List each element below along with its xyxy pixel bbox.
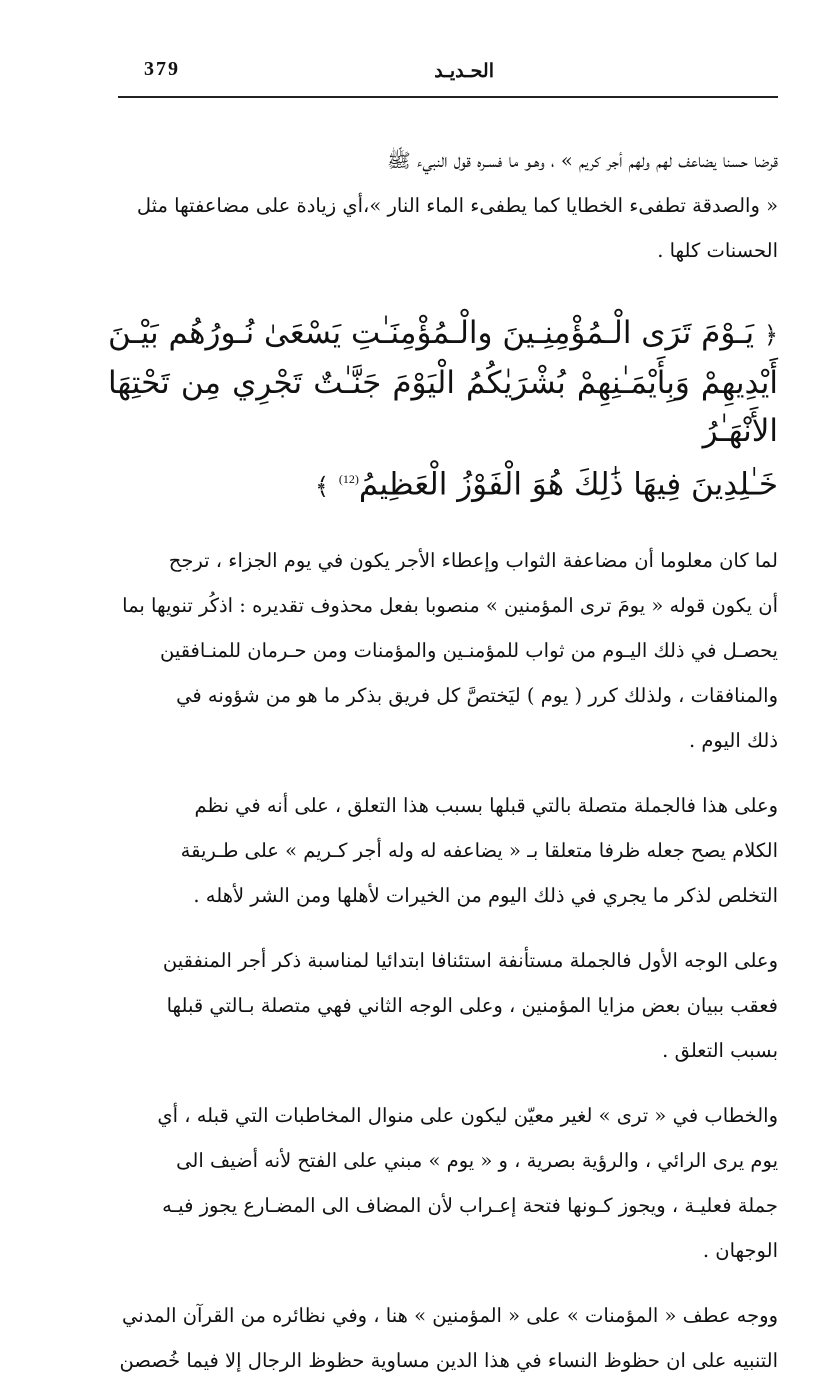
paragraph <box>108 1293 778 1383</box>
text-line: والخطاب في « ترى » لغير معيّن ليكون على منوال المخاطبات التي قبله ، أي <box>157 1104 778 1128</box>
text-line: لما كان معلوما أن مضاعفة الثواب وإعطاء الأجر يكون في يوم الجزاء ، ترجح <box>168 549 778 573</box>
text-line: بسبب التعلق . <box>662 1039 778 1063</box>
text-line: فعقب ببيان بعض مزايا المؤمنين ، وعلى الوجه الثاني فهي متصلة بـالتي قبلها <box>166 994 778 1018</box>
verse-line <box>108 309 778 359</box>
page-number: 379 <box>144 58 180 80</box>
text-line: يوم يرى الرائي ، والرؤية بصرية ، و « يوم » مبني على الفتح لأنه أضيف الى <box>176 1149 778 1173</box>
text-line: « والصدقة تطفىء الخطايا كما يطفىء الماء النار »،أي زيادة على مضاعفتها مثل <box>136 194 778 217</box>
verse-line <box>108 455 778 510</box>
verse-text: يَـوْمَ تَرَى الْـمُؤْمِنِـينَ والْـمُؤْمِنَـٰتِ يَسْعَىٰ نُـورُهُم بَيْـنَ <box>108 315 755 351</box>
text-line: التنبيه على ان حظوظ النساء في هذا الدين مساوية حظوظ الرجال إلا فيما خُصصن <box>119 1349 778 1373</box>
paragraph <box>108 538 778 763</box>
running-title: الحـديـد <box>434 60 494 82</box>
footnote-marker: (12) <box>338 472 359 486</box>
page-body <box>108 138 778 1383</box>
paragraph <box>108 783 778 918</box>
paragraph <box>108 938 778 1073</box>
text-line: ووجه عطف « المؤمنات » على « المؤمنين » هنا ، وفي نظائره من القرآن المدني <box>121 1304 778 1328</box>
paragraph <box>108 1093 778 1273</box>
intro-paragraph <box>108 138 778 273</box>
verse-text: خَـٰلِدِينَ فِيهَا ذَٰلِكَ هُوَ الْفَوْزُ الْعَظِيمُ <box>358 466 778 503</box>
text-line: وعلى هذا فالجملة متصلة بالتي قبلها بسبب هذا التعلق ، على أنه في نظم <box>194 794 778 818</box>
text-line: التخلص لذكر ما يجري في ذلك اليوم من الخيرات لأهلها ومن الشر لأهله . <box>193 884 778 908</box>
text-line: الكلام يصح جعله ظرفا متعلقا بـ « يضاعفه له وله أجر كـريم » على طـريقة <box>180 839 778 863</box>
verse-line: أَيْدِيهِمْ وَبِأَيْمَـٰنِهِمْ بُشْرَيٰكُمُ الْيَوْمَ جَنَّـٰتٌ تَجْرِي مِن تَحْتِهَا الأَنْهَـٰرُ <box>108 365 778 449</box>
text-line: الحسنات كلها . <box>657 239 778 262</box>
text-line: يحصـل في ذلك اليـوم من ثواب للمؤمنـين والمؤمنات ومن حـرمان للمنـافقين <box>159 639 778 663</box>
text-line: جملة فعليـة ، ويجوز كـونها فتحة إعـراب لأن المضاف الى المضـارع يجوز فيـه <box>162 1194 778 1218</box>
quran-verse <box>108 309 778 510</box>
verse-close-bracket: ﴾ <box>315 472 330 501</box>
page-header <box>118 52 778 98</box>
text-line: وعلى الوجه الأول فالجملة مستأنفة استئنافا ابتدائيا لمناسبة ذكر أجر المنفقين <box>162 949 778 973</box>
text-line: أن يكون قوله « يومَ ترى المؤمنين » منصوبا بفعل محذوف تقديره : اذكُر تنويها بما <box>122 594 778 618</box>
text-line: الوجهان . <box>702 1239 778 1263</box>
text-line: قرضا حسنا يضاعف لهم ولهم أجر كريم » ، وهـو ما فسـره قول النبيء ﷺ <box>387 149 778 172</box>
text-line: ذلك اليوم . <box>688 729 778 753</box>
verse-open-bracket: ﴿ <box>763 321 778 349</box>
text-line: والمنافقات ، ولذلك كرر ( يوم ) ليَختصَّ كل فريق بذكر ما هو من شؤونه في <box>176 684 778 708</box>
